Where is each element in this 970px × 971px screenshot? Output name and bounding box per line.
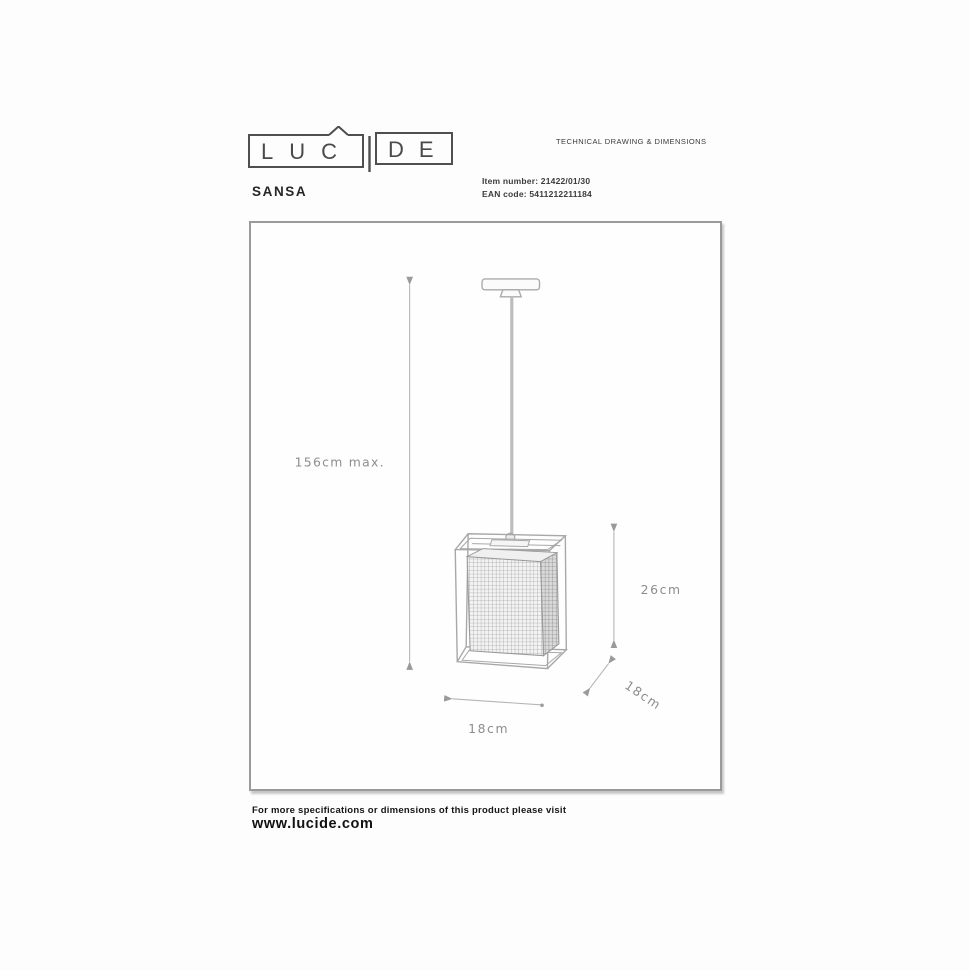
product-name: SANSA <box>252 184 308 199</box>
pendant-lamp-drawing <box>251 223 720 789</box>
product-codes <box>482 175 702 200</box>
dimension-line-shade-height <box>614 532 682 640</box>
logo-text-left: LUC <box>261 139 354 164</box>
label-shade-depth: 18cm <box>622 677 665 713</box>
item-number: Item number: 21422/01/30 <box>482 176 591 186</box>
doc-type-label: TECHNICAL DRAWING & DIMENSIONS <box>556 137 707 146</box>
label-max-height: 156cm max. <box>294 454 385 470</box>
dimension-line-shade-depth <box>590 664 664 713</box>
logo-text-right: DE <box>388 137 449 162</box>
ceiling-canopy <box>482 279 540 297</box>
label-shade-height: 26cm <box>640 582 682 598</box>
lucide-logo <box>245 126 457 176</box>
logo-caret-icon <box>329 127 348 136</box>
footer-website: www.lucide.com <box>252 816 374 832</box>
ean-code: EAN code: 5411212211184 <box>482 188 592 199</box>
lucide-logo-graphic <box>245 126 457 176</box>
label-shade-width: 18cm <box>468 721 510 737</box>
mesh-shade <box>467 549 559 656</box>
dimension-line-max-height <box>295 285 410 662</box>
technical-drawing-frame <box>249 221 722 791</box>
dimension-line-shade-width <box>452 699 544 736</box>
footer-note: For more specifications or dimensions of this product please visit <box>252 805 567 816</box>
